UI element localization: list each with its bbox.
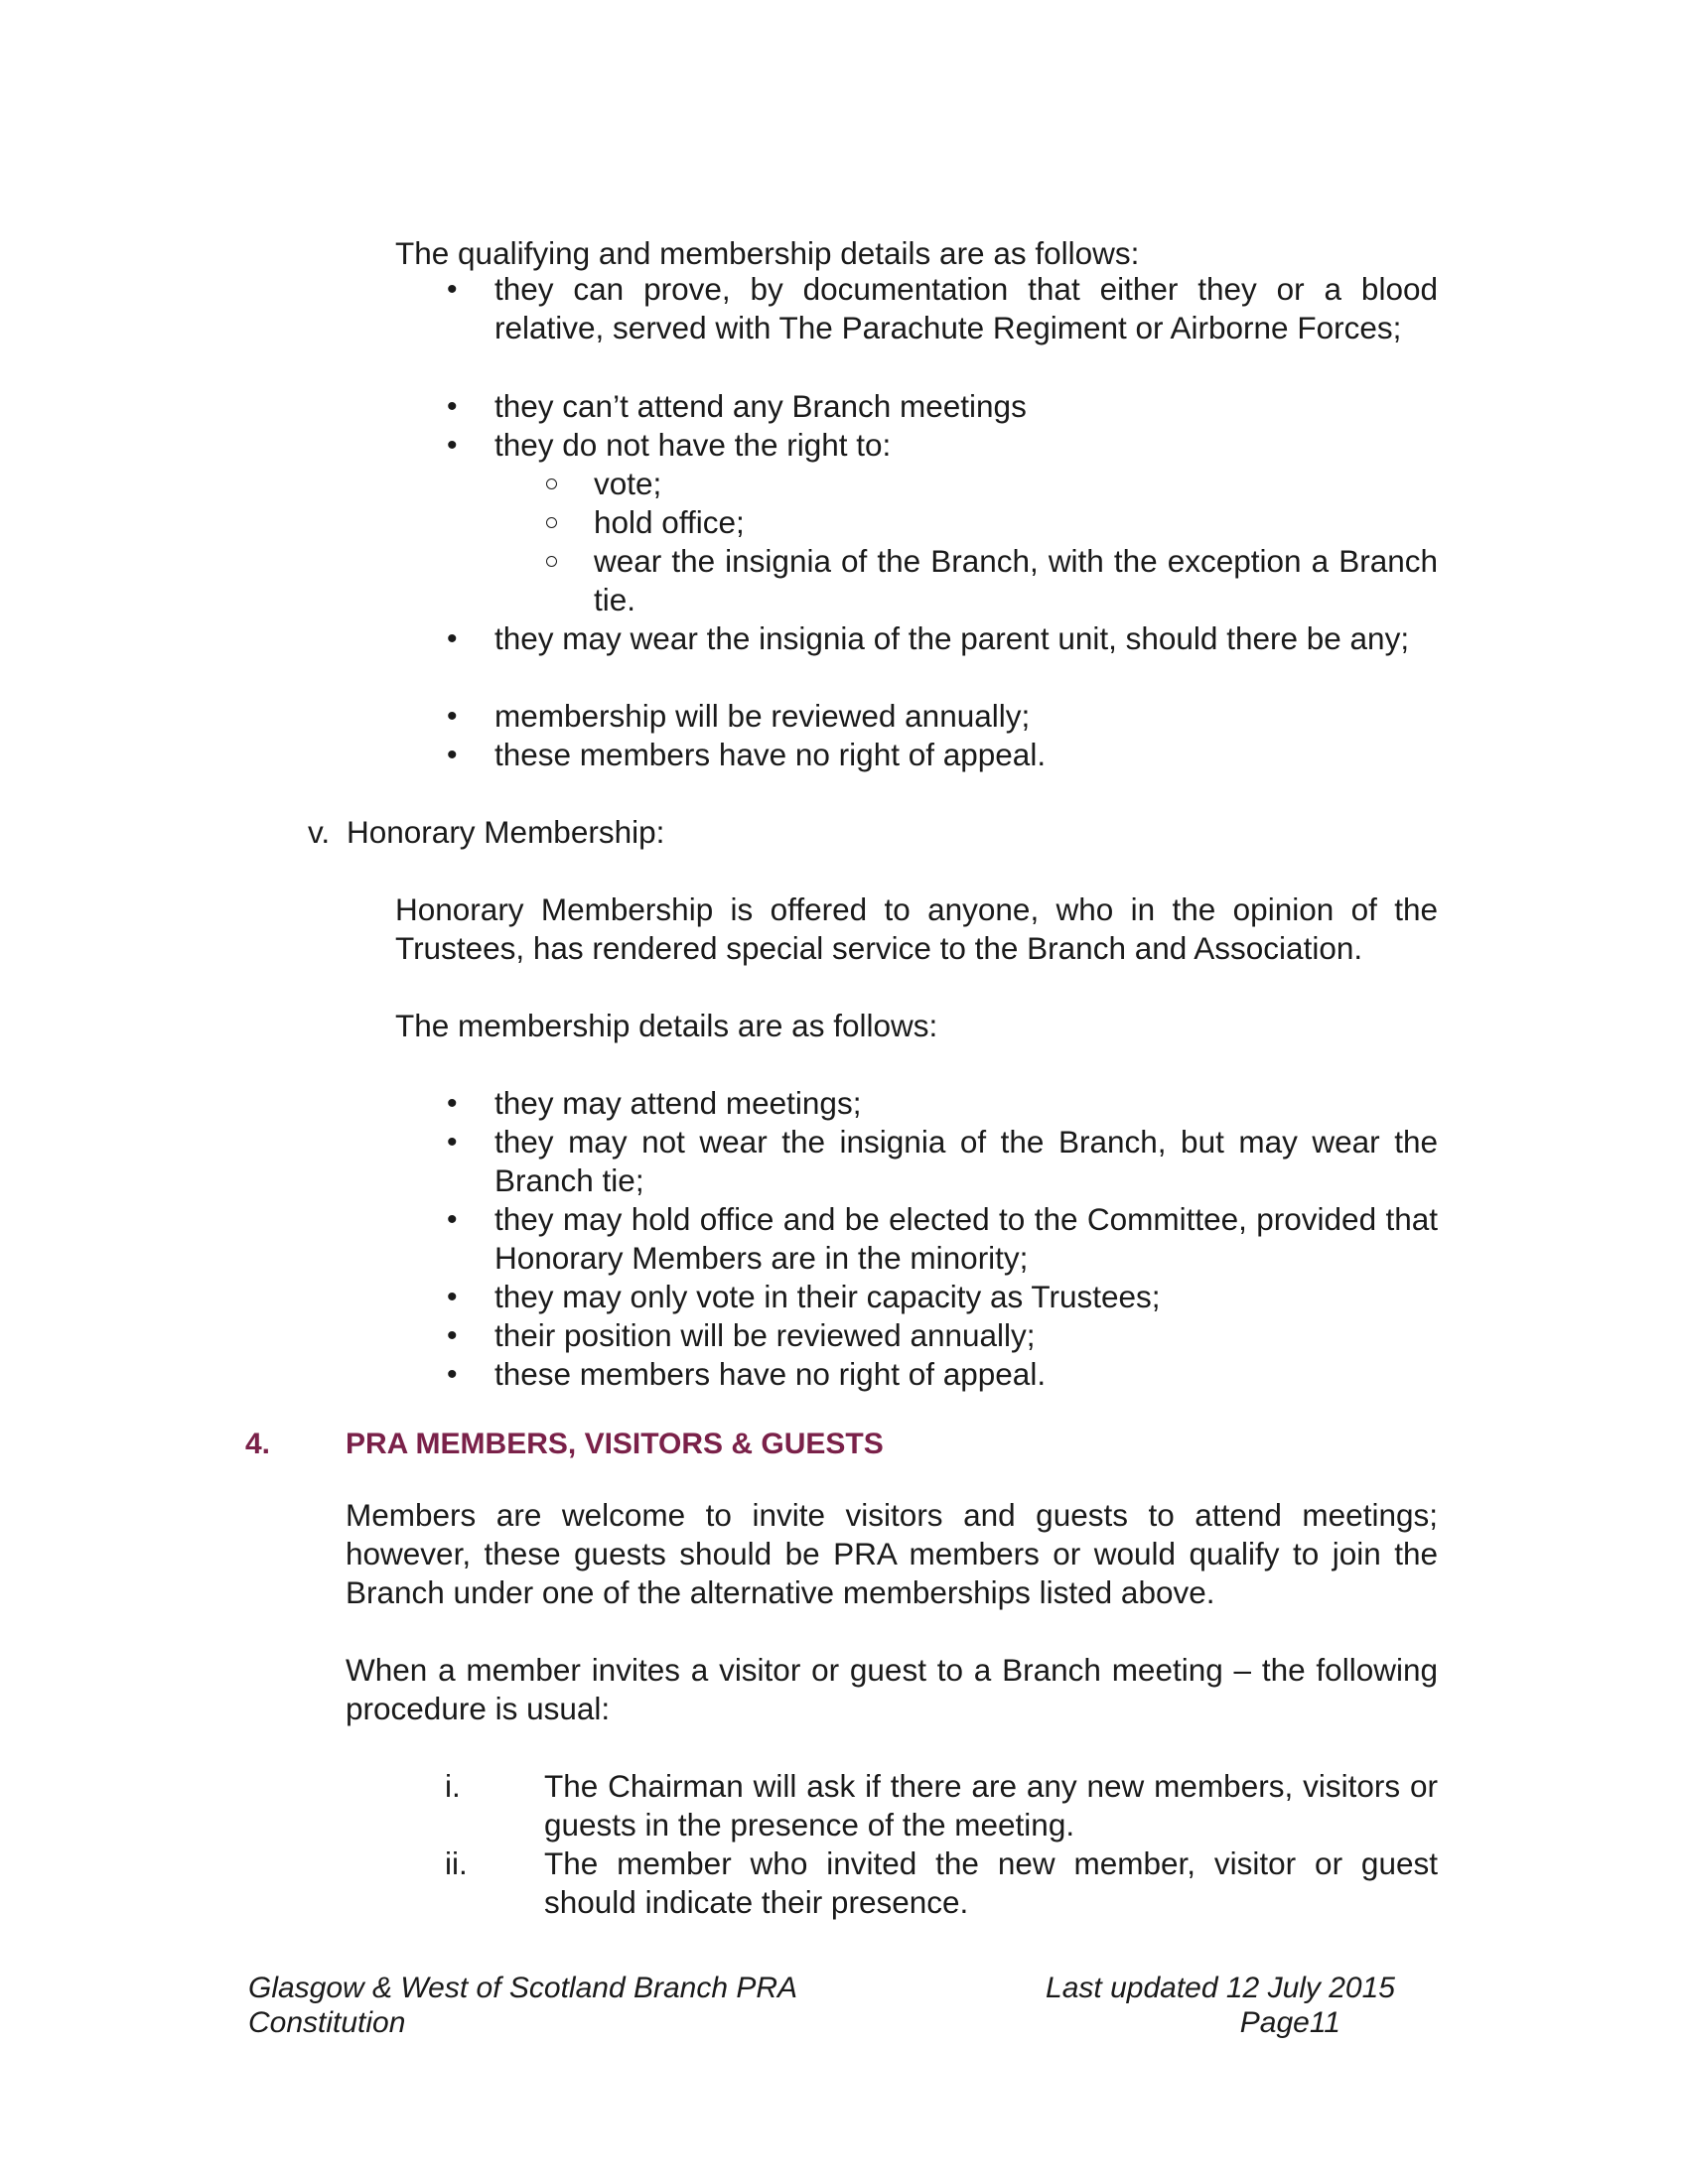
list-item: • these members have no right of appeal. bbox=[447, 1356, 1047, 1392]
list-item: • they may only vote in their capacity as Trustees; bbox=[447, 1279, 1161, 1314]
bullet-icon: • bbox=[447, 1358, 458, 1391]
bullet-icon: • bbox=[447, 1281, 458, 1313]
footer-doc-title: Constitution bbox=[248, 2006, 406, 2039]
footer-last-updated: Last updated 12 July 2015 bbox=[1046, 1972, 1395, 2004]
footer-page-number: Page11 bbox=[1239, 2006, 1340, 2039]
item-number: i. bbox=[445, 1768, 461, 1804]
list-item: • they may hold office and be elected to the Committee, provided that Honorary Members are in the minority; bbox=[447, 1201, 1438, 1276]
list-item: • they can prove, by documentation that either they or a blood relative, served with The Parachute Regiment or Airborne Forces; bbox=[447, 271, 1438, 345]
bullet-icon: • bbox=[447, 1126, 458, 1159]
list-item: • their position will be reviewed annually; bbox=[447, 1317, 1036, 1353]
section4-paragraph-1: Members are welcome to invite visitors and guests to attend meetings; however, these guests should be PRA members or would qualify to join the Branch under one of the alternative memberships listed above. bbox=[346, 1497, 1438, 1610]
honorary-details-intro: The membership details are as follows: bbox=[395, 1008, 938, 1043]
bullet-icon: • bbox=[447, 273, 458, 306]
sub-list-item: wear the insignia of the Branch, with the exception a Branch tie. bbox=[546, 542, 1438, 619]
honorary-numeral: v. bbox=[308, 814, 331, 850]
list-item: • these members have no right of appeal. bbox=[447, 737, 1047, 772]
circle-bullet-icon bbox=[546, 556, 557, 567]
section-number: 4. bbox=[245, 1428, 271, 1460]
honorary-paragraph: Honorary Membership is offered to anyone, who in the opinion of the Trustees, has rendered special service to the Branch and Association. bbox=[395, 891, 1438, 966]
section-title: PRA MEMBERS, VISITORS & GUESTS bbox=[346, 1428, 884, 1460]
footer-left bbox=[248, 1971, 943, 2040]
circle-bullet-icon bbox=[546, 478, 557, 489]
bullet-icon: • bbox=[447, 1319, 458, 1352]
bullet-icon: • bbox=[447, 390, 458, 423]
list-item: • they do not have the right to: bbox=[447, 427, 892, 463]
bullet-icon: • bbox=[447, 739, 458, 771]
qualifying-intro: The qualifying and membership details are as follows: bbox=[395, 235, 1140, 271]
list-item: • they can’t attend any Branch meetings bbox=[447, 388, 1027, 424]
honorary-title: Honorary Membership: bbox=[347, 814, 665, 850]
bullet-icon: • bbox=[447, 700, 458, 733]
sub-list-item: vote; bbox=[546, 465, 1438, 503]
bullet-icon: • bbox=[447, 1203, 458, 1236]
sub-list-item: hold office; bbox=[546, 503, 1438, 542]
item-number: ii. bbox=[445, 1845, 468, 1881]
section4-paragraph-2: When a member invites a visitor or guest to a Branch meeting – the following procedure is usual: bbox=[346, 1652, 1438, 1726]
list-item: • they may wear the insignia of the parent unit, should there be any; bbox=[447, 620, 1410, 656]
numbered-item: ii. The member who invited the new member, visitor or guest should indicate their presence. bbox=[445, 1845, 1438, 1920]
footer-right bbox=[993, 1971, 1395, 2040]
bullet-icon: • bbox=[447, 429, 458, 462]
circle-bullet-icon bbox=[546, 517, 557, 528]
numbered-item: i. The Chairman will ask if there are any new members, visitors or guests in the presence of the meeting. bbox=[445, 1768, 1438, 1843]
list-item: • membership will be reviewed annually; bbox=[447, 698, 1031, 734]
footer-org: Glasgow & West of Scotland Branch PRA bbox=[248, 1972, 798, 2004]
bullet-icon: • bbox=[447, 1087, 458, 1120]
list-item: • they may attend meetings; bbox=[447, 1085, 862, 1121]
list-item: • they may not wear the insignia of the Branch, but may wear the Branch tie; bbox=[447, 1124, 1438, 1198]
bullet-icon: • bbox=[447, 622, 458, 655]
